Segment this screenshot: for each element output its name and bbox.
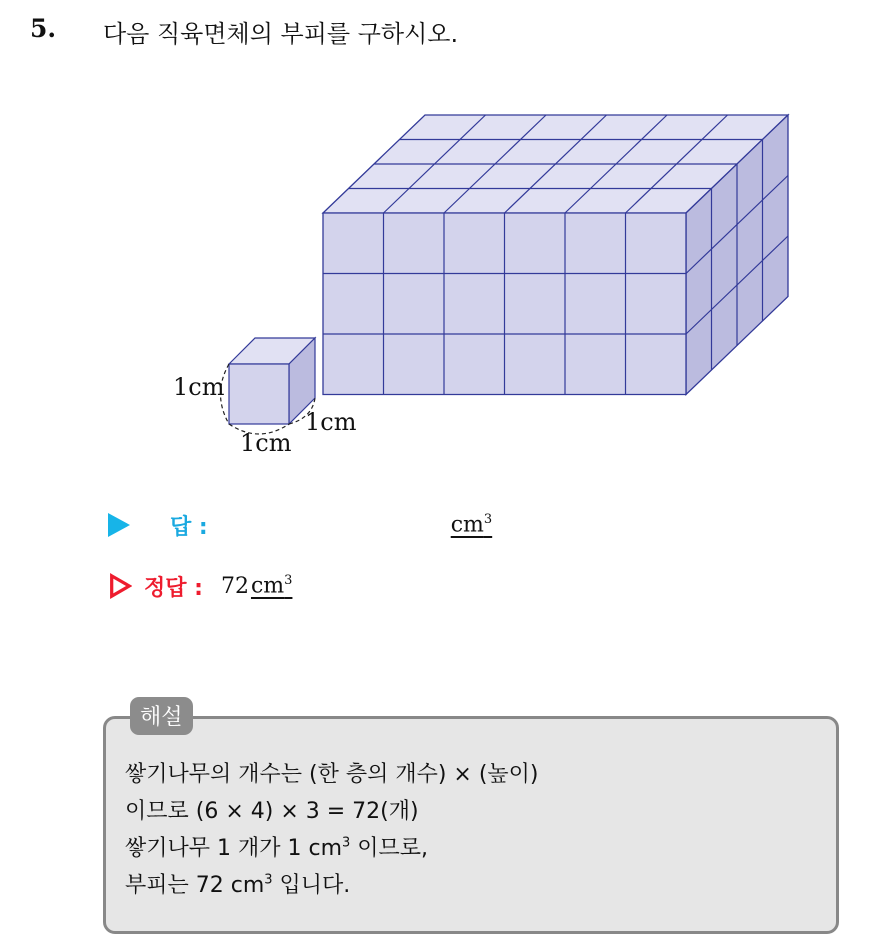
question-text: 다음 직육면체의 부피를 구하시오. <box>103 20 459 48</box>
correct-answer-value: 72 <box>220 573 249 599</box>
explanation-line-4: 부피는 72 $cm^3$ 입니다. <box>125 872 351 898</box>
answer-label: 답 : <box>170 514 208 540</box>
blue-triangle-icon <box>108 513 130 537</box>
explanation-line-1: 쌓기나무의 개수는 (한 층의 개수) × (높이) <box>125 762 539 787</box>
rectangular-prism <box>323 115 788 395</box>
explanation-badge: 해설 <box>130 697 193 735</box>
unit-label-bottom: 1cm <box>240 429 292 457</box>
correct-answer-label: 정답 : <box>144 575 203 601</box>
answer-unit: $cm^3$ <box>450 512 493 538</box>
red-triangle-outline-icon <box>108 573 132 599</box>
explanation-line-2: 이므로 (6 × 4) × 3 = 72(개) <box>125 799 419 824</box>
unit-label-right: 1cm <box>305 408 357 436</box>
correct-answer-unit: $cm^3$ <box>250 573 293 599</box>
answer-row <box>108 507 492 543</box>
unit-cube-front <box>229 364 289 424</box>
question-number: 5. <box>30 14 57 43</box>
correct-answer-row <box>108 568 292 604</box>
explanation-line-3: 쌓기나무 1 개가 1 $cm^3$ 이므로, <box>125 835 429 861</box>
explanation-box <box>103 716 839 934</box>
unit-label-left: 1cm <box>173 373 225 401</box>
